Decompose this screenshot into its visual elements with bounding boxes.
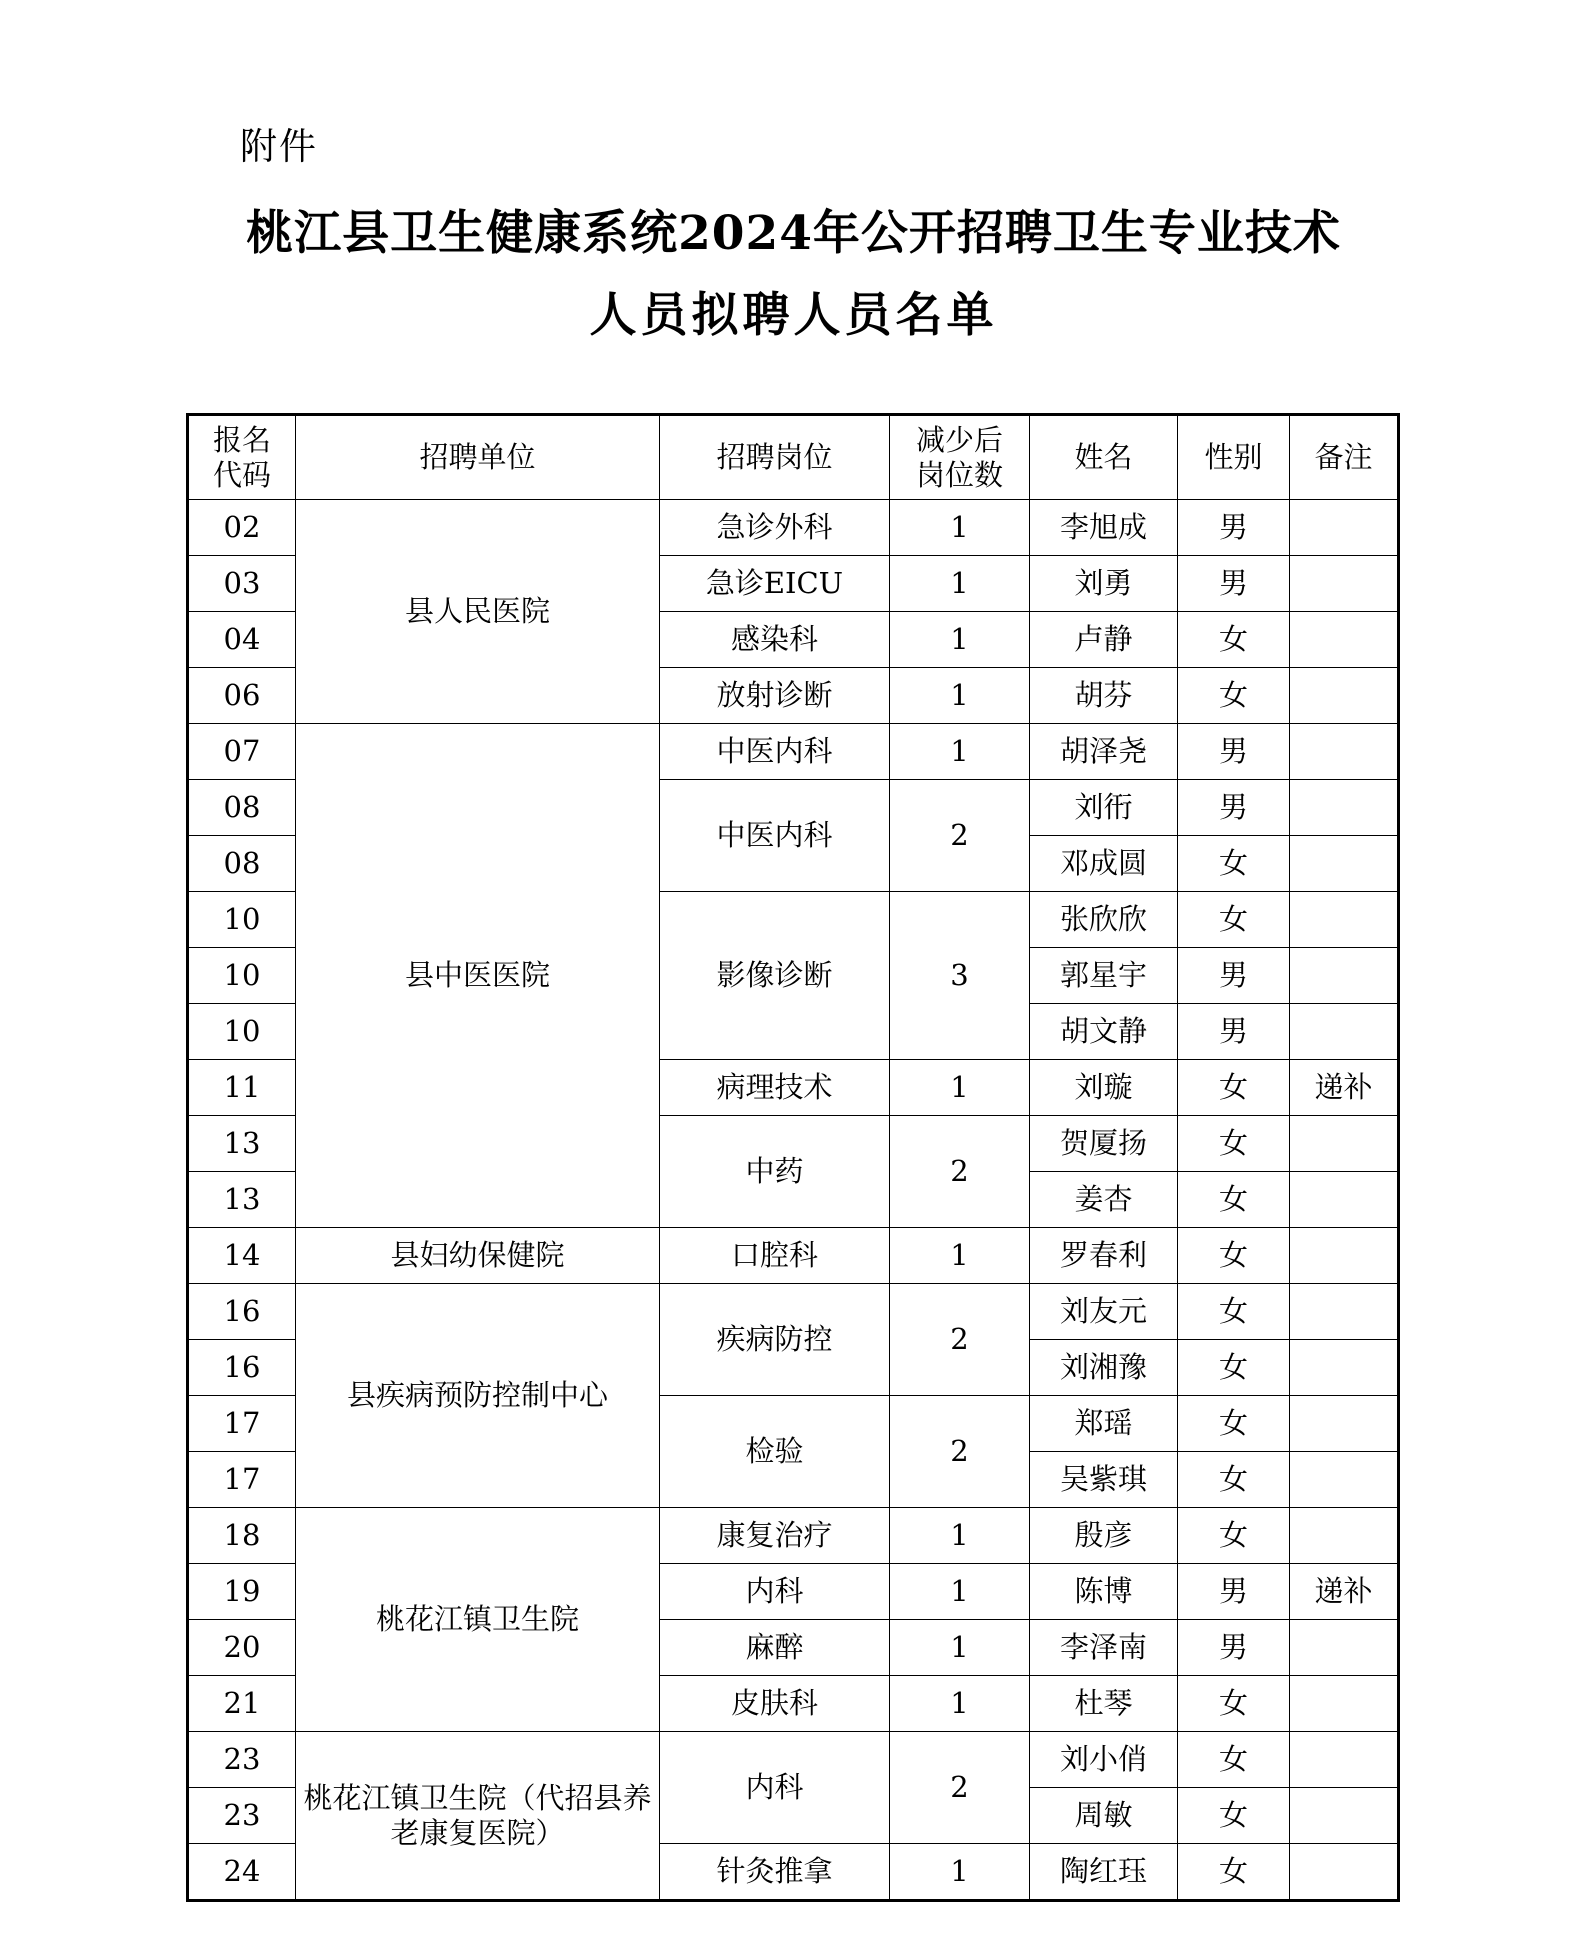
cell-name: 郭星宇 (1030, 948, 1178, 1004)
roster-table (186, 413, 1400, 1902)
cell-name: 卢静 (1030, 612, 1178, 668)
cell-count: 1 (890, 556, 1030, 612)
cell-count: 1 (890, 1508, 1030, 1564)
cell-position: 内科 (660, 1564, 890, 1620)
cell-gender: 男 (1178, 1564, 1290, 1620)
cell-code: 02 (188, 500, 296, 556)
cell-name: 张欣欣 (1030, 892, 1178, 948)
header-name: 姓名 (1030, 415, 1178, 500)
cell-count: 2 (890, 1116, 1030, 1228)
cell-name: 李泽南 (1030, 1620, 1178, 1676)
cell-code: 07 (188, 724, 296, 780)
cell-gender: 女 (1178, 1228, 1290, 1284)
cell-name: 周敏 (1030, 1788, 1178, 1844)
roster-body (188, 500, 1399, 1901)
table-row (188, 1732, 1399, 1788)
header-row (188, 415, 1399, 500)
header-position: 招聘岗位 (660, 415, 890, 500)
cell-name: 姜杏 (1030, 1172, 1178, 1228)
cell-unit: 县妇幼保健院 (296, 1228, 660, 1284)
table-row (188, 724, 1399, 780)
cell-remark (1290, 1676, 1399, 1732)
cell-code: 24 (188, 1844, 296, 1901)
cell-count: 3 (890, 892, 1030, 1060)
cell-position: 影像诊断 (660, 892, 890, 1060)
cell-unit: 县中医医院 (296, 724, 660, 1228)
cell-gender: 女 (1178, 1284, 1290, 1340)
cell-code: 19 (188, 1564, 296, 1620)
cell-remark (1290, 1788, 1399, 1844)
header-count: 减少后 岗位数 (890, 415, 1030, 500)
cell-count: 1 (890, 1060, 1030, 1116)
cell-remark (1290, 1732, 1399, 1788)
cell-gender: 女 (1178, 1060, 1290, 1116)
cell-remark (1290, 1228, 1399, 1284)
cell-position: 针灸推拿 (660, 1844, 890, 1901)
cell-count: 1 (890, 668, 1030, 724)
cell-count: 1 (890, 612, 1030, 668)
cell-code: 13 (188, 1172, 296, 1228)
cell-gender: 女 (1178, 1508, 1290, 1564)
cell-code: 04 (188, 612, 296, 668)
cell-count: 2 (890, 780, 1030, 892)
cell-remark (1290, 836, 1399, 892)
header-gender: 性别 (1178, 415, 1290, 500)
cell-position: 皮肤科 (660, 1676, 890, 1732)
cell-name: 陈博 (1030, 1564, 1178, 1620)
cell-code: 17 (188, 1396, 296, 1452)
table-row (188, 1228, 1399, 1284)
cell-code: 11 (188, 1060, 296, 1116)
cell-name: 刘衎 (1030, 780, 1178, 836)
cell-position: 中医内科 (660, 724, 890, 780)
cell-position: 放射诊断 (660, 668, 890, 724)
cell-name: 刘小俏 (1030, 1732, 1178, 1788)
cell-name: 刘勇 (1030, 556, 1178, 612)
cell-code: 23 (188, 1788, 296, 1844)
cell-position: 康复治疗 (660, 1508, 890, 1564)
cell-count: 1 (890, 1620, 1030, 1676)
cell-remark (1290, 500, 1399, 556)
cell-name: 罗春利 (1030, 1228, 1178, 1284)
cell-name: 郑瑶 (1030, 1396, 1178, 1452)
cell-gender: 男 (1178, 948, 1290, 1004)
cell-code: 10 (188, 1004, 296, 1060)
cell-gender: 女 (1178, 1676, 1290, 1732)
cell-gender: 女 (1178, 668, 1290, 724)
cell-code: 16 (188, 1284, 296, 1340)
cell-name: 殷彦 (1030, 1508, 1178, 1564)
cell-position: 检验 (660, 1396, 890, 1508)
cell-code: 06 (188, 668, 296, 724)
cell-remark (1290, 1116, 1399, 1172)
header-remark: 备注 (1290, 415, 1399, 500)
document-title-line-1: 桃江县卫生健康系统2024年公开招聘卫生专业技术 (246, 206, 1341, 261)
cell-count: 1 (890, 724, 1030, 780)
cell-remark (1290, 556, 1399, 612)
cell-gender: 女 (1178, 1340, 1290, 1396)
cell-count: 1 (890, 1564, 1030, 1620)
cell-name: 胡泽尧 (1030, 724, 1178, 780)
cell-gender: 女 (1178, 1396, 1290, 1452)
cell-gender: 男 (1178, 724, 1290, 780)
cell-name: 吴紫琪 (1030, 1452, 1178, 1508)
cell-remark (1290, 1620, 1399, 1676)
cell-position: 疾病防控 (660, 1284, 890, 1396)
cell-count: 1 (890, 1676, 1030, 1732)
cell-gender: 女 (1178, 612, 1290, 668)
cell-code: 03 (188, 556, 296, 612)
cell-name: 陶红珏 (1030, 1844, 1178, 1901)
cell-position: 急诊外科 (660, 500, 890, 556)
cell-code: 13 (188, 1116, 296, 1172)
cell-code: 16 (188, 1340, 296, 1396)
cell-position: 中医内科 (660, 780, 890, 892)
cell-name: 贺厦扬 (1030, 1116, 1178, 1172)
attachment-label: 附件 (240, 125, 318, 168)
cell-gender: 女 (1178, 1172, 1290, 1228)
cell-code: 08 (188, 780, 296, 836)
cell-gender: 女 (1178, 1452, 1290, 1508)
table-row (188, 500, 1399, 556)
cell-name: 胡芬 (1030, 668, 1178, 724)
cell-unit: 桃花江镇卫生院 (296, 1508, 660, 1732)
cell-code: 21 (188, 1676, 296, 1732)
cell-gender: 男 (1178, 500, 1290, 556)
header-unit: 招聘单位 (296, 415, 660, 500)
cell-gender: 女 (1178, 1788, 1290, 1844)
cell-name: 杜琴 (1030, 1676, 1178, 1732)
cell-remark (1290, 1844, 1399, 1901)
cell-code: 17 (188, 1452, 296, 1508)
cell-code: 14 (188, 1228, 296, 1284)
cell-gender: 女 (1178, 1732, 1290, 1788)
cell-remark (1290, 612, 1399, 668)
cell-code: 10 (188, 948, 296, 1004)
cell-gender: 女 (1178, 1116, 1290, 1172)
cell-gender: 男 (1178, 780, 1290, 836)
cell-remark (1290, 780, 1399, 836)
cell-name: 胡文静 (1030, 1004, 1178, 1060)
cell-count: 2 (890, 1396, 1030, 1508)
cell-position: 急诊EICU (660, 556, 890, 612)
cell-code: 10 (188, 892, 296, 948)
cell-remark: 递补 (1290, 1564, 1399, 1620)
cell-position: 麻醉 (660, 1620, 890, 1676)
cell-name: 邓成圆 (1030, 836, 1178, 892)
cell-remark (1290, 1452, 1399, 1508)
cell-position: 中药 (660, 1116, 890, 1228)
cell-position: 病理技术 (660, 1060, 890, 1116)
document-title-line-2: 人员拟聘人员名单 (589, 288, 998, 343)
cell-gender: 男 (1178, 1620, 1290, 1676)
cell-position: 口腔科 (660, 1228, 890, 1284)
header-code: 报名 代码 (188, 415, 296, 500)
cell-name: 刘友元 (1030, 1284, 1178, 1340)
cell-count: 1 (890, 1228, 1030, 1284)
cell-count: 1 (890, 1844, 1030, 1901)
cell-unit: 桃花江镇卫生院（代招县养老康复医院） (296, 1732, 660, 1901)
cell-code: 08 (188, 836, 296, 892)
cell-remark (1290, 668, 1399, 724)
cell-remark (1290, 1396, 1399, 1452)
cell-code: 20 (188, 1620, 296, 1676)
cell-code: 23 (188, 1732, 296, 1788)
cell-unit: 县疾病预防控制中心 (296, 1284, 660, 1508)
cell-remark (1290, 1340, 1399, 1396)
cell-remark (1290, 892, 1399, 948)
cell-code: 18 (188, 1508, 296, 1564)
cell-position: 内科 (660, 1732, 890, 1844)
cell-gender: 女 (1178, 892, 1290, 948)
cell-remark (1290, 1508, 1399, 1564)
cell-remark (1290, 1172, 1399, 1228)
cell-name: 刘湘豫 (1030, 1340, 1178, 1396)
cell-remark (1290, 948, 1399, 1004)
cell-position: 感染科 (660, 612, 890, 668)
table-row (188, 1508, 1399, 1564)
cell-count: 1 (890, 500, 1030, 556)
cell-gender: 女 (1178, 1844, 1290, 1901)
cell-unit: 县人民医院 (296, 500, 660, 724)
cell-name: 刘璇 (1030, 1060, 1178, 1116)
table-row (188, 1284, 1399, 1340)
cell-remark (1290, 1004, 1399, 1060)
cell-gender: 男 (1178, 1004, 1290, 1060)
cell-name: 李旭成 (1030, 500, 1178, 556)
cell-remark (1290, 1284, 1399, 1340)
cell-remark: 递补 (1290, 1060, 1399, 1116)
cell-gender: 男 (1178, 556, 1290, 612)
cell-gender: 女 (1178, 836, 1290, 892)
cell-count: 2 (890, 1732, 1030, 1844)
cell-count: 2 (890, 1284, 1030, 1396)
cell-remark (1290, 724, 1399, 780)
